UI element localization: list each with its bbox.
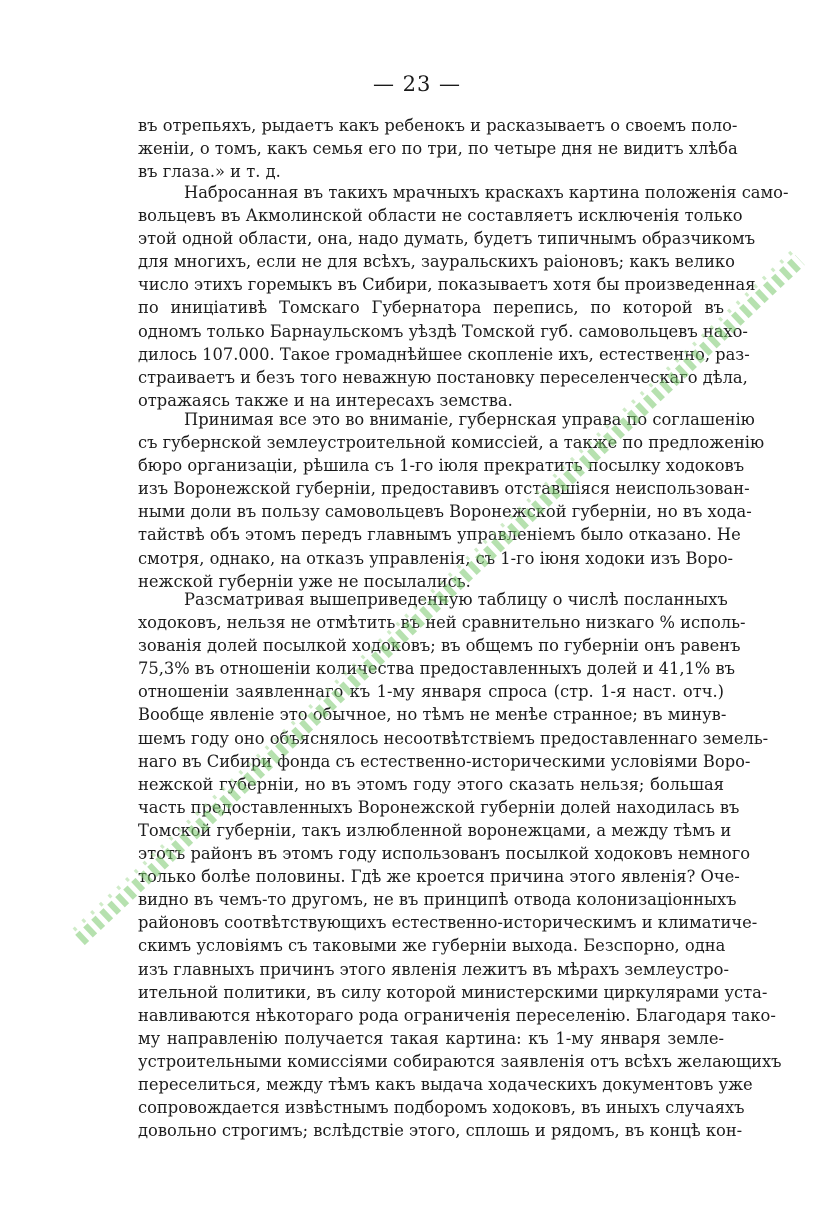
text-line: зованія долей посылкой ходоковъ; въ общемъ по губерніи онъ равенъ — [138, 636, 741, 656]
text-line: только болѣе половины. Гдѣ же кроется причина этого явленія? Оче- — [138, 867, 740, 887]
paragraph-2 — [138, 181, 789, 412]
text-line: ходоковъ, нельзя не отмѣтить въ ней сравнительно низкаго % исполь- — [138, 613, 746, 633]
text-line: Набросанная въ такихъ мрачныхъ краскахъ картина положенія само- — [184, 183, 789, 202]
text-line: смотря, однако, на отказъ управленія, съ 1-го іюня ходоки изъ Воро- — [138, 548, 734, 568]
text-line: вольцевъ въ Акмолинской области не составляетъ исключенія только — [138, 206, 743, 226]
text-line: въ глаза.» и т. д. — [138, 162, 281, 182]
paragraph-1 — [138, 114, 738, 183]
text-line: скимъ условіямъ съ таковыми же губерніи выхода. Безспорно, одна — [138, 936, 726, 956]
text-line: для многихъ, если не для всѣхъ, зауральскихъ раіоновъ; какъ велико — [138, 252, 735, 272]
text-line: навливаются нѣкотораго рода ограниченія переселенію. Благодаря тако- — [138, 1005, 776, 1025]
text-line: женіи, о томъ, какъ семья его по три, по четыре дня не видитъ хлѣба — [138, 139, 738, 159]
text-line: видно въ чемъ-то другомъ, не въ принципѣ отвода колонизаціонныхъ — [138, 890, 737, 910]
text-line: бюро организаціи, рѣшила съ 1-го іюля прекратить посылку ходоковъ — [138, 456, 745, 476]
text-line: шемъ году оно объяснялось несоотвѣтствіемъ предоставленнаго земель- — [138, 728, 769, 748]
text-line: часть предоставленныхъ Воронежской губерніи долей находилась въ — [138, 797, 740, 817]
text-line: въ отрепьяхъ, рыдаетъ какъ ребенокъ и расказываетъ о своемъ поло- — [138, 116, 738, 135]
text-line: дилось 107.000. Такое громаднѣйшее скопленіе ихъ, естественно, раз- — [138, 344, 750, 364]
paragraph-3 — [138, 408, 765, 593]
page-number: — 23 — — [372, 72, 462, 96]
text-line: районовъ соотвѣтствующихъ естественно-историческимъ и климатиче- — [138, 913, 758, 933]
text-line: Томской губерніи, такъ излюбленной воронежцами, а между тѣмъ и — [138, 820, 732, 840]
text-line: Принимая все это во вниманіе, губернская управа по соглашенію — [184, 410, 755, 429]
text-line: число этихъ горемыкъ въ Сибири, показываетъ хотя бы произведенная — [138, 275, 756, 295]
text-line: отношеніи заявленнаго къ 1-му января спроса (стр. 1-я наст. отч.) — [138, 682, 724, 702]
text-line: нежской губерніи уже не посылались. — [138, 571, 471, 591]
text-line: му направленію получается такая картина: къ 1-му января земле- — [138, 1028, 724, 1048]
text-line: изъ Воронежской губерніи, предоставивъ отставшіяся неиспользован- — [138, 479, 750, 499]
text-line: ными доли въ пользу самовольцевъ Воронежской губерніи, но въ хода- — [138, 502, 752, 522]
text-line: Вообще явленіе это обычное, но тѣмъ не менѣе странное; въ минув- — [138, 705, 727, 725]
text-line: сопровождается извѣстнымъ подборомъ ходоковъ, въ иныхъ случаяхъ — [138, 1098, 745, 1118]
text-line: страиваетъ и безъ того неважную постановку переселенческаго дѣла, — [138, 367, 748, 387]
text-line: съ губернской землеустроительной комиссіей, а также по предложенію — [138, 433, 765, 453]
text-line: Разсматривая вышеприведенную таблицу о числѣ посланныхъ — [184, 590, 728, 609]
text-line: 75,3% въ отношеніи количества предоставленныхъ долей и 41,1% въ — [138, 659, 736, 679]
text-line: одномъ только Барнаульскомъ уѣздѣ Томской губ. самовольцевъ нахо- — [138, 321, 748, 341]
text-line: по иниціативѣ Томскаго Губернатора перепись, по которой въ — [138, 298, 724, 318]
text-line: этотъ районъ въ этомъ году использованъ посылкой ходоковъ немного — [138, 844, 751, 864]
text-line: довольно строгимъ; вслѣдствіе этого, сплошь и рядомъ, въ концѣ кон- — [138, 1121, 743, 1141]
text-line: ительной политики, въ силу которой министерскими циркулярами уста- — [138, 982, 768, 1002]
text-line: наго въ Сибири фонда съ естественно-историческими условіями Воро- — [138, 751, 751, 771]
text-line: изъ главныхъ причинъ этого явленія лежитъ въ мѣрахъ землеустро- — [138, 959, 729, 979]
text-line: этой одной области, она, надо думать, будетъ типичнымъ образчикомъ — [138, 229, 756, 249]
text-line: устроительными комиссіями собираются заявленія отъ всѣхъ желающихъ — [138, 1051, 782, 1071]
text-line: нежской губерніи, но въ этомъ году этого сказать нельзя; большая — [138, 774, 724, 794]
paragraph-4 — [138, 588, 782, 1142]
text-line: отражаясь также и на интересахъ земства. — [138, 390, 513, 410]
text-line: тайствѣ объ этомъ передъ главнымъ управленіемъ было отказано. Не — [138, 525, 741, 545]
text-line: переселиться, между тѣмъ какъ выдача ходаческихъ документовъ уже — [138, 1074, 753, 1094]
